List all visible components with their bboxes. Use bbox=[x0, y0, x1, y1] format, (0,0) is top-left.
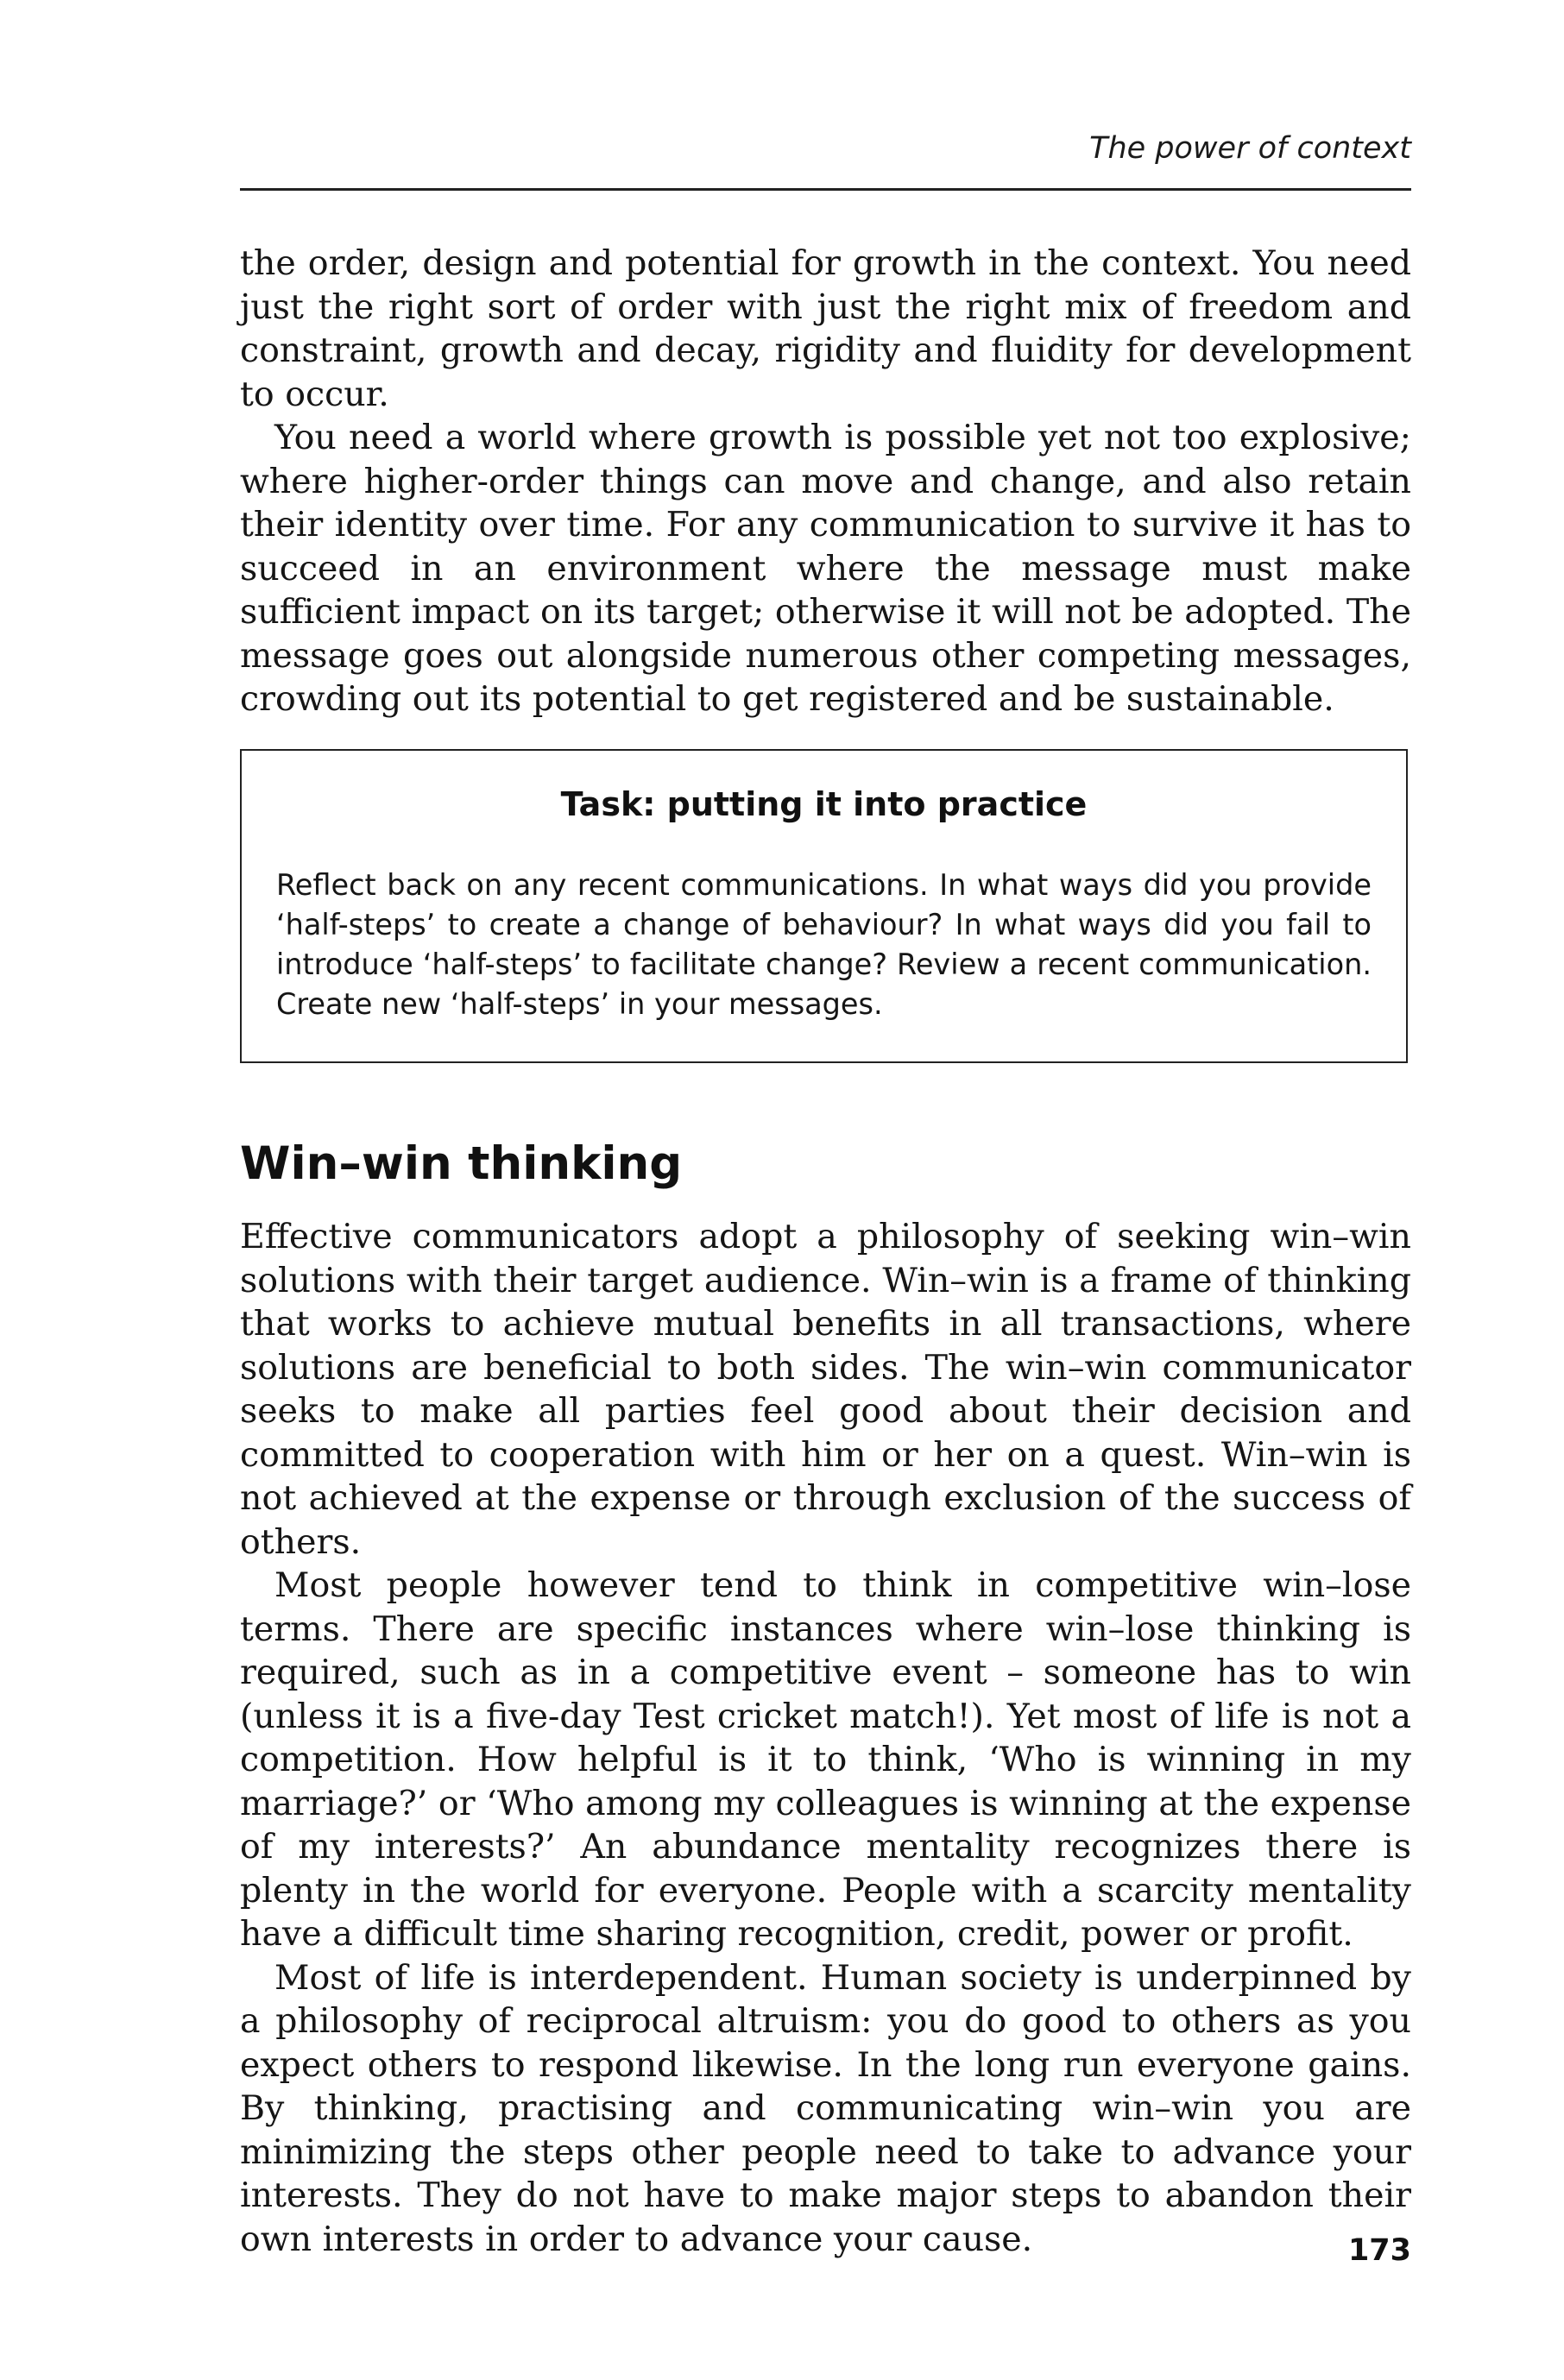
task-box-text: Reflect back on any recent communications. In what ways did you provide ‘half-steps’ to create a change of behaviour? In what ways did you fail to introduce ‘half-steps’ to facilitate change? Review a recent communication. Create new ‘half-steps’ in your messages. bbox=[276, 868, 1372, 1021]
page-number: 173 bbox=[1347, 2233, 1411, 2268]
section-paragraph-3: Most of life is interdependent. Human society is underpinned by a philosophy of reciprocal altruism: you do good to others as you expect others to respond likewise. In the long run everyone gains. By thinking, practising and communicating win–win you are minimizing the steps other people need to take to advance your interests. They do not have to make major steps to abandon their own interests in order to advance your cause. bbox=[240, 1957, 1411, 2259]
intro-paragraph-1: the order, design and potential for growth in the context. You need just the right sort of order with just the right mix of freedom and constraint, growth and decay, rigidity and fluidity for development to occur. bbox=[240, 243, 1411, 414]
header-rule bbox=[240, 188, 1411, 191]
intro-text-block bbox=[240, 242, 1411, 721]
running-head: The power of context bbox=[1089, 131, 1411, 166]
task-box bbox=[240, 749, 1408, 1063]
task-box-title: Task: putting it into practice bbox=[560, 785, 1088, 823]
intro-paragraph-2: You need a world where growth is possible yet not too explosive; where higher-order things can move and change, and also retain their identity over time. For any communication to survive it has to succeed in an environment where the message must make sufficient impact on its target; otherwise it will not be adopted. The message goes out alongside numerous other competing messages, crowding out its potential to get registered and be sustainable. bbox=[240, 418, 1411, 719]
section-heading: Win–win thinking bbox=[240, 1137, 683, 1190]
section-text-block bbox=[240, 1215, 1411, 2261]
section-paragraph-1: Effective communicators adopt a philosophy of seeking win–win solutions with their target audience. Win–win is a frame of thinking that works to achieve mutual benefits in all transactions, where solutions are beneficial to both sides. The win–win communicator seeks to make all parties feel good about their decision and committed to cooperation with him or her on a quest. Win–win is not achieved at the expense or through exclusion of the success of others. bbox=[240, 1217, 1411, 1562]
section-paragraph-2: Most people however tend to think in competitive win–lose terms. There are specific instances where win–lose thinking is required, such as in a competitive event – someone has to win (unless it is a five-day Test cricket match!). Yet most of life is not a competition. How helpful is it to think, ‘Who is winning in my marriage?’ or ‘Who among my colleagues is winning at the expense of my interests?’ An abundance mentality recognizes there is plenty in the world for everyone. People with a scarcity mentality have a difficult time sharing recognition, credit, power or profit. bbox=[240, 1565, 1411, 1954]
